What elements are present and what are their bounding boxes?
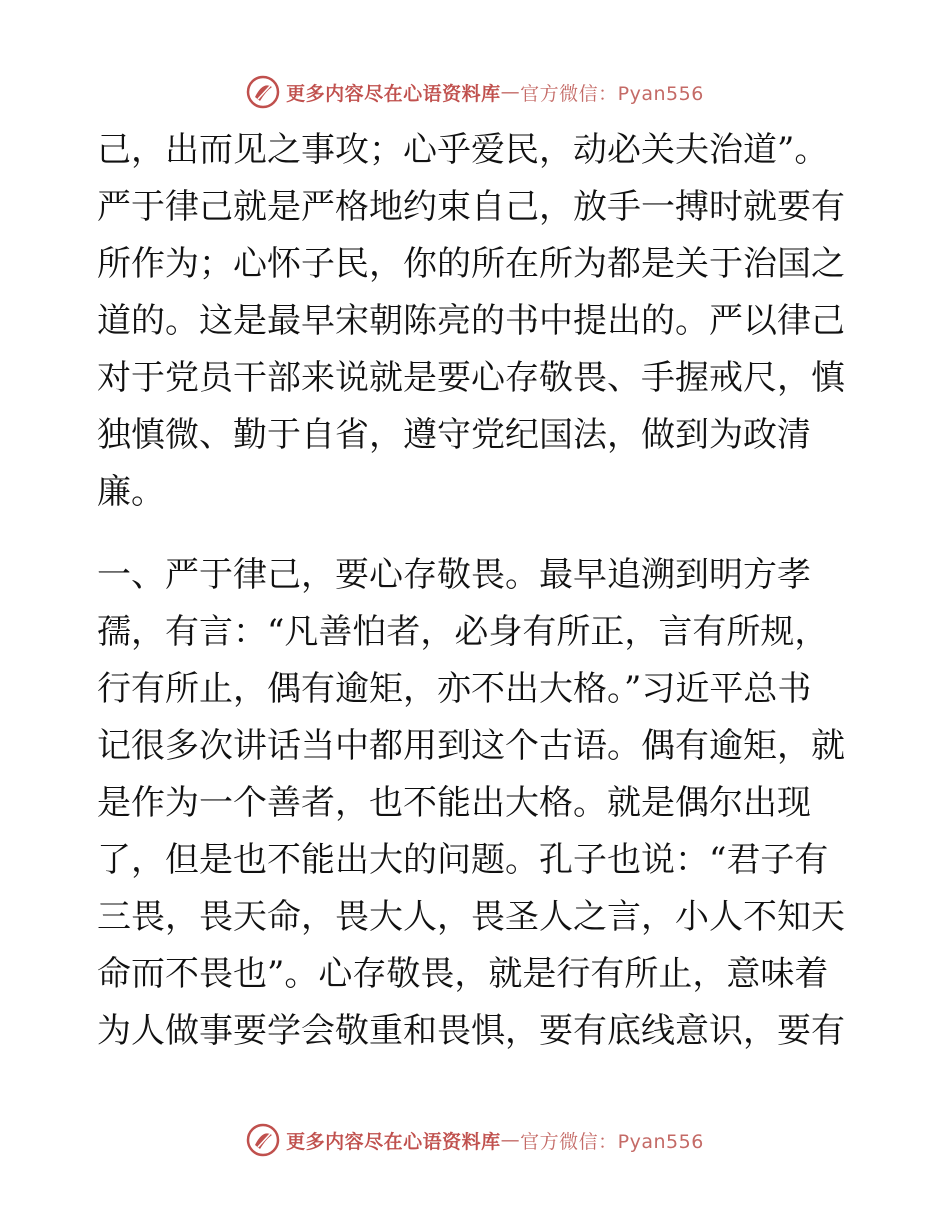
text-line: 独慎微、勤于自省，遵守党纪国法，做到为政清 xyxy=(97,415,811,455)
text-line: 严于律己就是严格地约束自己，放手一搏时就要有 xyxy=(97,187,845,227)
text-line: 对于党员干部来说就是要心存敬畏、手握戒尺，慎 xyxy=(97,358,845,398)
paragraph-2 xyxy=(97,547,857,1060)
watermark-dash: — xyxy=(500,1129,521,1151)
text-line: 行有所止，偶有逾矩，亦不出大格。”习近平总书 xyxy=(97,669,812,709)
text-line: 廉。 xyxy=(97,472,165,512)
watermark-main-text: 更多内容尽在心语资料库 xyxy=(286,82,501,105)
text-line: 三畏，畏天命，畏大人，畏圣人之言，小人不知天 xyxy=(97,897,845,937)
paragraph-spacer xyxy=(97,521,857,547)
logo-icon xyxy=(246,1123,280,1157)
text-line: 孺，有言：“凡善怕者，必身有所正，言有所规， xyxy=(97,612,829,652)
document-body xyxy=(97,122,857,1060)
text-line: 是作为一个善者，也不能出大格。就是偶尔出现 xyxy=(97,783,811,823)
text-line: 了，但是也不能出大的问题。孔子也说：“君子有 xyxy=(97,840,829,880)
text-line: 记很多次讲话当中都用到这个古语。偶有逾矩，就 xyxy=(97,726,845,766)
watermark-wechat-text: 官方微信：Pyan556 xyxy=(520,82,704,105)
watermark-wechat-text: 官方微信：Pyan556 xyxy=(520,1130,704,1153)
text-line: 为人做事要学会敬重和畏惧，要有底线意识，要有 xyxy=(97,1011,845,1051)
logo-icon xyxy=(246,75,280,109)
text-line: 己，出而见之事攻；心乎爱民，动必关夫治道”。 xyxy=(97,130,829,170)
watermark-main-text: 更多内容尽在心语资料库 xyxy=(286,1130,501,1153)
text-line: 所作为；心怀子民，你的所在所为都是关于治国之 xyxy=(97,244,845,284)
paragraph-1 xyxy=(97,122,857,521)
watermark-dash: — xyxy=(500,81,521,103)
text-line: 道的。这是最早宋朝陈亮的书中提出的。严以律己 xyxy=(97,301,845,341)
text-line: 命而不畏也”。心存敬畏，就是行有所止，意味着 xyxy=(97,954,829,994)
text-line: 一、严于律己，要心存敬畏。最早追溯到明方孝 xyxy=(97,555,811,595)
header-watermark xyxy=(0,72,950,112)
footer-watermark xyxy=(0,1120,950,1160)
